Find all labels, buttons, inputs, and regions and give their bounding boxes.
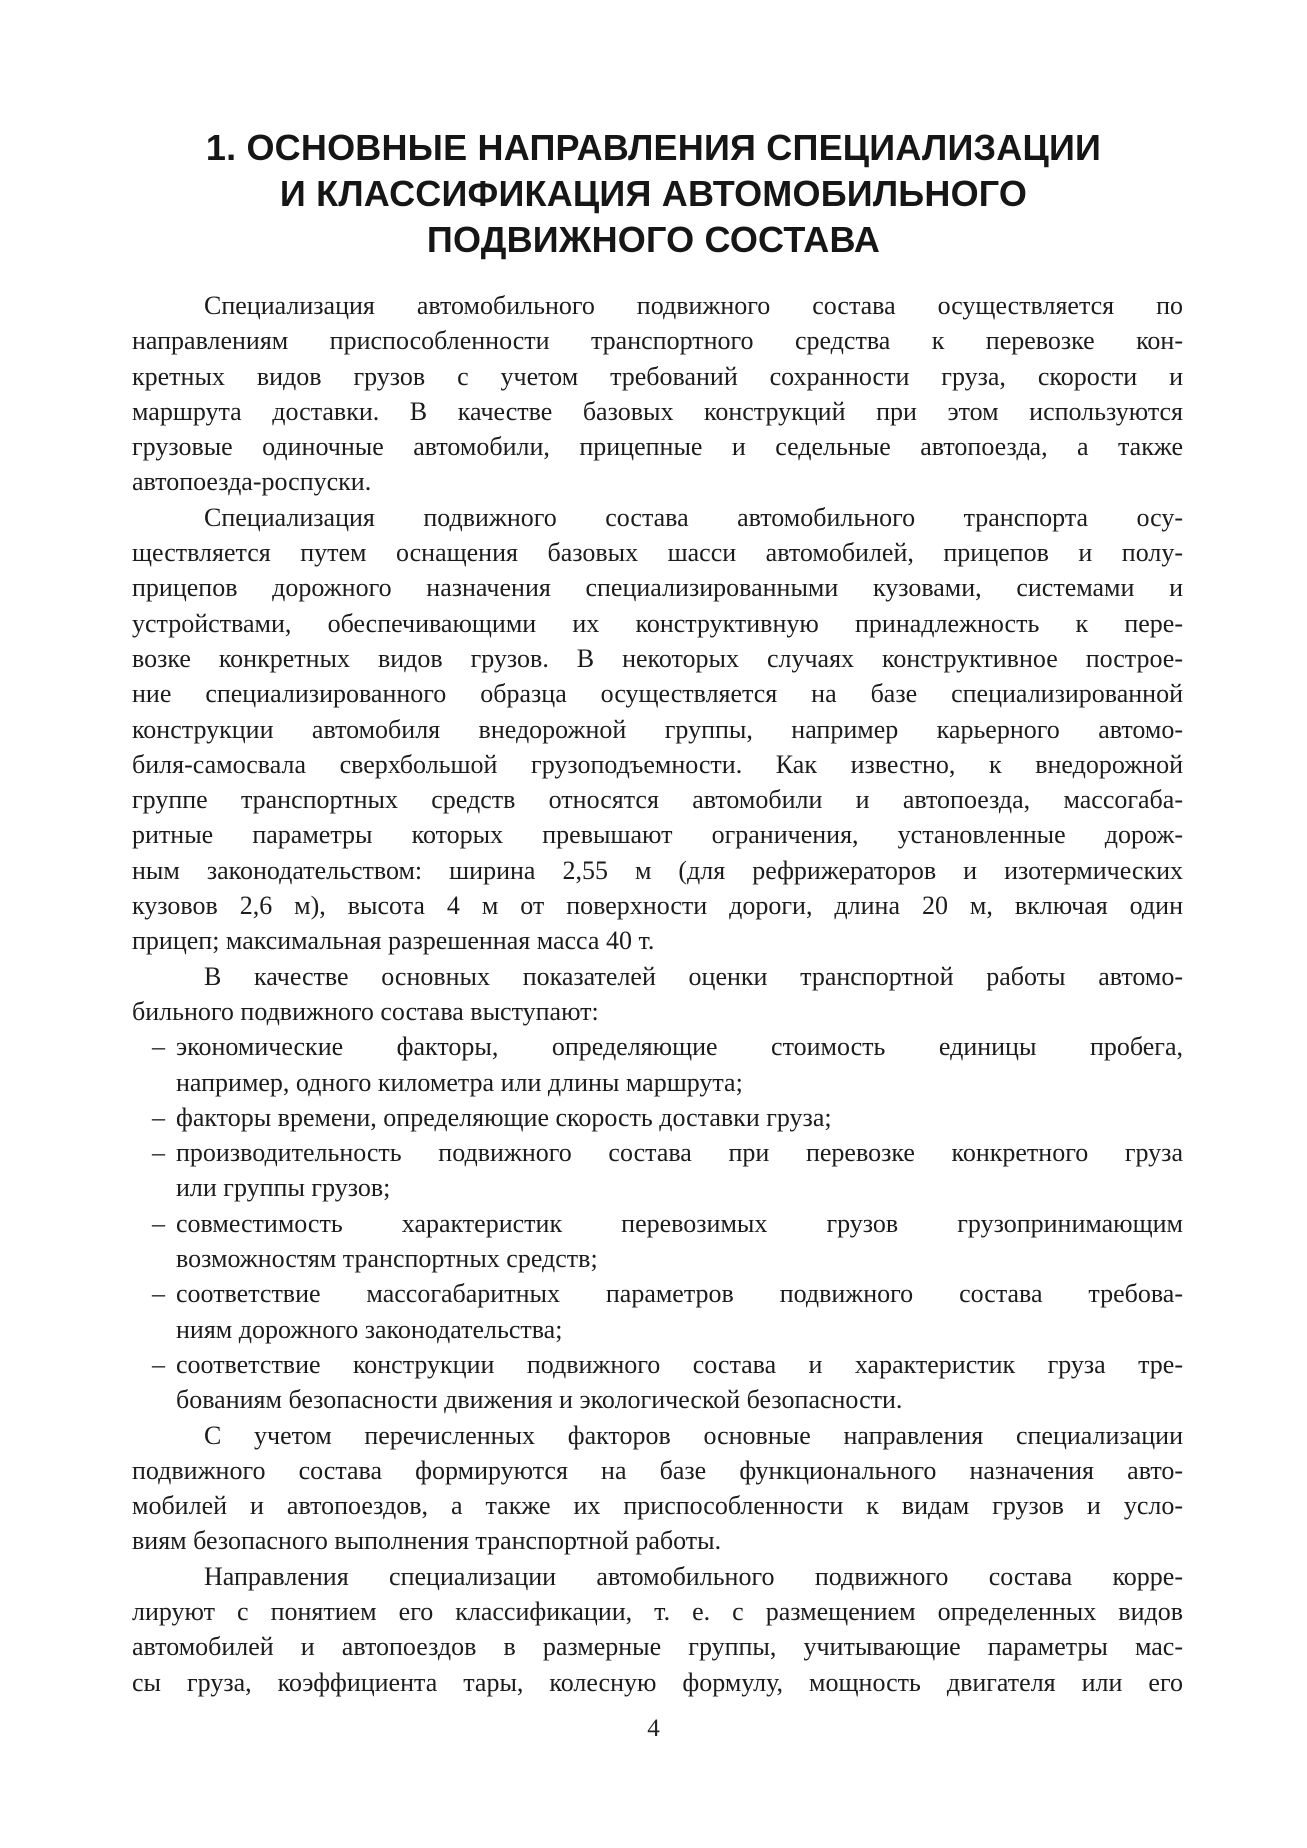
text-line: ществляется путем оснащения базовых шасси автомобилей, прицепов и полу- [132, 538, 1183, 568]
page-number: 4 [647, 1715, 660, 1742]
text-line: ным законодательством: ширина 2,55 м (для рефрижераторов и изотермических [132, 855, 1183, 885]
text-line: В качестве основных показателей оценки транспортной работы автомо- [204, 961, 1183, 991]
text-line: подвижного состава формируются на базе функционального назначения авто- [132, 1455, 1183, 1485]
chapter-title-line: И КЛАССИФИКАЦИЯ АВТОМОБИЛЬНОГО [279, 173, 1028, 214]
text-line: конструкции автомобиля внедорожной группы, например карьерного автомо- [132, 714, 1183, 744]
list-item [132, 1276, 1183, 1347]
text-line: лируют с понятием его классификации, т. е. с размещением определенных видов [132, 1596, 1183, 1626]
text-line [132, 1029, 1183, 1064]
list-item-text: экономические факторы, определяющие стоимость единицы пробега, [176, 1032, 1183, 1062]
text-line: возке конкретных видов грузов. В некоторых случаях конструктивное построе- [132, 643, 1183, 673]
text-line: грузовые одиночные автомобили, прицепные и седельные автопоезда, а также [132, 432, 1183, 462]
list-item-text: факторы времени, определяющие скорость доставки груза; [176, 1102, 832, 1132]
list-dash: – [152, 1279, 165, 1309]
text-line: Специализация подвижного состава автомобильного транспорта осу- [204, 502, 1183, 532]
chapter-title-line: ПОДВИЖНОГО СОСТАВА [426, 219, 881, 260]
text-line: автопоезда-роспуски. [132, 467, 372, 497]
text-line [132, 1347, 1183, 1382]
list-item [132, 1347, 1183, 1418]
indicator-list [132, 1029, 1183, 1417]
text-line [132, 1100, 1183, 1135]
text-line: маршрута доставки. В качестве базовых конструкций при этом используются [132, 396, 1183, 426]
text-line: группе транспортных средств относятся автомобили и автопоезда, массогаба- [132, 785, 1183, 815]
list-dash: – [152, 1032, 165, 1062]
paragraph-3 [132, 959, 1183, 1030]
text-line [132, 1135, 1183, 1170]
text-line: сы груза, коэффициента тары, колесную формулу, мощность двигателя или его [132, 1667, 1183, 1697]
body-text [132, 288, 1183, 1700]
paragraph-2 [132, 500, 1183, 959]
text-line: мобилей и автопоездов, а также их приспособленности к видам грузов и усло- [132, 1491, 1183, 1521]
text-line: автомобилей и автопоездов в размерные группы, учитывающие параметры мас- [132, 1632, 1183, 1662]
text-line: ние специализированного образца осуществляется на базе специализированной [132, 679, 1183, 709]
text-line: или группы грузов; [176, 1173, 391, 1203]
text-line: устройствами, обеспечивающими их конструктивную принадлежность к пере- [132, 608, 1183, 638]
list-dash: – [152, 1102, 165, 1132]
text-line: виям безопасного выполнения транспортной работы. [132, 1526, 722, 1556]
text-line: ритные параметры которых превышают ограничения, установленные дорож- [132, 820, 1183, 850]
text-line: С учетом перечисленных факторов основные направления специализации [204, 1420, 1183, 1450]
text-line: возможностям транспортных средств; [176, 1244, 598, 1274]
text-line: кретных видов грузов с учетом требований сохранности груза, скорости и [132, 361, 1183, 391]
list-item [132, 1206, 1183, 1277]
chapter-title [100, 125, 1207, 263]
text-line: направлениям приспособленности транспортного средства к перевозке кон- [132, 326, 1183, 356]
list-item [132, 1100, 1183, 1135]
text-line [132, 1276, 1183, 1311]
paragraph-4 [132, 1418, 1183, 1559]
text-line: ниям дорожного законодательства; [176, 1314, 563, 1344]
text-line: биля-самосвала сверхбольшой грузоподъемности. Как известно, к внедорожной [132, 749, 1183, 779]
list-item-text: совместимость характеристик перевозимых грузов грузопринимающим [176, 1208, 1183, 1238]
text-line: прицепов дорожного назначения специализированными кузовами, системами и [132, 573, 1183, 603]
list-item-text: производительность подвижного состава при перевозке конкретного груза [176, 1138, 1183, 1168]
list-item [132, 1135, 1183, 1206]
text-line: Направления специализации автомобильного подвижного состава корре- [204, 1561, 1183, 1591]
text-line: бованиям безопасности движения и экологической безопасности. [176, 1385, 903, 1415]
list-dash: – [152, 1349, 165, 1379]
list-item-text: соответствие конструкции подвижного состава и характеристик груза тре- [176, 1349, 1183, 1379]
list-dash: – [152, 1208, 165, 1238]
text-line: например, одного километра или длины маршрута; [176, 1067, 743, 1097]
list-item [132, 1029, 1183, 1100]
text-line: кузовов 2,6 м), высота 4 м от поверхности дороги, длина 20 м, включая один [132, 891, 1183, 921]
text-line: Специализация автомобильного подвижного состава осуществляется по [204, 291, 1183, 320]
text-line: прицеп; максимальная разрешенная масса 40 т. [132, 926, 655, 956]
chapter-title-line: 1. ОСНОВНЫЕ НАПРАВЛЕНИЯ СПЕЦИАЛИЗАЦИИ [205, 127, 1102, 168]
list-dash: – [152, 1138, 165, 1168]
paragraph-1 [132, 288, 1183, 500]
text-line [132, 1206, 1183, 1241]
list-item-text: соответствие массогабаритных параметров подвижного состава требова- [176, 1279, 1183, 1309]
text-line: бильного подвижного состава выступают: [132, 996, 599, 1026]
paragraph-5 [132, 1559, 1183, 1700]
